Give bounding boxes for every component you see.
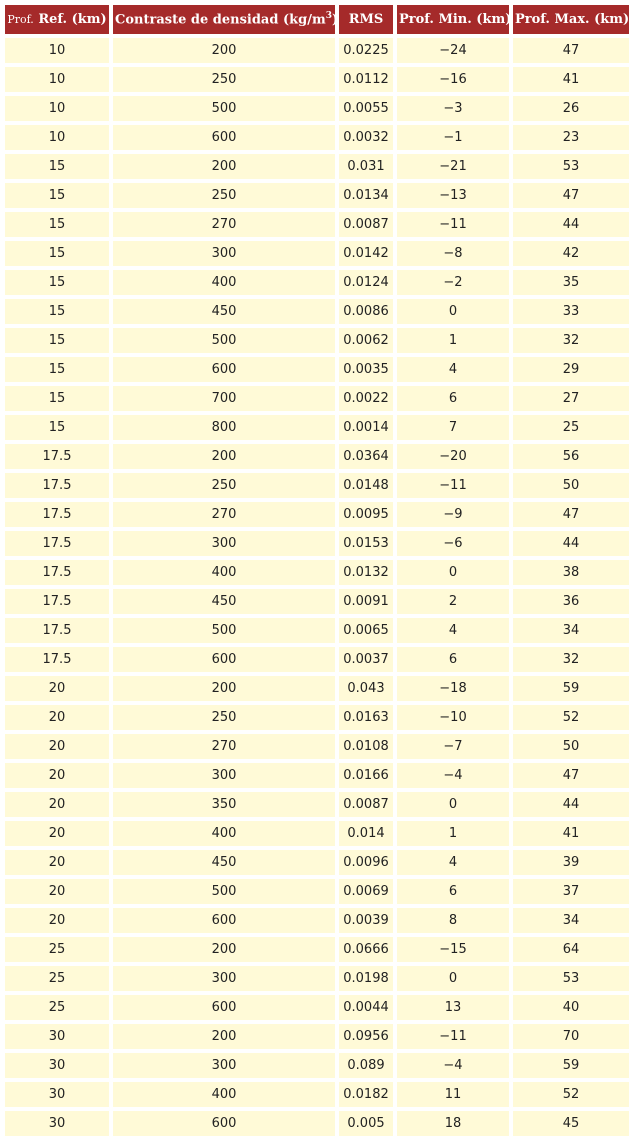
table-row bbox=[5, 618, 629, 643]
cell-max-depth: 42 bbox=[513, 241, 629, 266]
cell-max-depth: 50 bbox=[513, 473, 629, 498]
cell-max-depth: 38 bbox=[513, 560, 629, 585]
header-max-depth bbox=[513, 5, 629, 34]
cell-density-contrast: 300 bbox=[113, 1053, 335, 1078]
cell-density-contrast: 600 bbox=[113, 357, 335, 382]
cell-min-depth: −6 bbox=[397, 531, 509, 556]
table-row bbox=[5, 966, 629, 991]
table-row bbox=[5, 850, 629, 875]
cell-rms: 0.0069 bbox=[339, 879, 393, 904]
cell-ref-depth: 17.5 bbox=[5, 647, 109, 672]
cell-rms: 0.0091 bbox=[339, 589, 393, 614]
cell-rms: 0.0225 bbox=[339, 38, 393, 63]
cell-rms: 0.0044 bbox=[339, 995, 393, 1020]
cell-min-depth: 1 bbox=[397, 821, 509, 846]
cell-ref-depth: 20 bbox=[5, 908, 109, 933]
cell-rms: 0.0153 bbox=[339, 531, 393, 556]
cell-ref-depth: 15 bbox=[5, 328, 109, 353]
cell-min-depth: 0 bbox=[397, 560, 509, 585]
table-row bbox=[5, 473, 629, 498]
cell-ref-depth: 15 bbox=[5, 212, 109, 237]
cell-min-depth: 4 bbox=[397, 618, 509, 643]
cell-max-depth: 50 bbox=[513, 734, 629, 759]
data-table-container bbox=[5, 5, 629, 1140]
table-body bbox=[5, 38, 629, 1136]
cell-min-depth: −13 bbox=[397, 183, 509, 208]
cell-min-depth: 0 bbox=[397, 792, 509, 817]
table-header bbox=[5, 5, 629, 34]
cell-min-depth: 0 bbox=[397, 966, 509, 991]
header-rms-label: RMS bbox=[348, 12, 384, 27]
table-row bbox=[5, 154, 629, 179]
cell-density-contrast: 450 bbox=[113, 299, 335, 324]
cell-max-depth: 36 bbox=[513, 589, 629, 614]
cell-density-contrast: 500 bbox=[113, 328, 335, 353]
cell-density-contrast: 600 bbox=[113, 1111, 335, 1136]
cell-ref-depth: 17.5 bbox=[5, 618, 109, 643]
cell-ref-depth: 30 bbox=[5, 1024, 109, 1049]
cell-max-depth: 41 bbox=[513, 821, 629, 846]
cell-min-depth: −3 bbox=[397, 96, 509, 121]
cell-density-contrast: 250 bbox=[113, 473, 335, 498]
cell-density-contrast: 270 bbox=[113, 212, 335, 237]
cell-min-depth: −18 bbox=[397, 676, 509, 701]
cell-ref-depth: 17.5 bbox=[5, 560, 109, 585]
cell-density-contrast: 200 bbox=[113, 676, 335, 701]
cell-max-depth: 45 bbox=[513, 1111, 629, 1136]
cell-min-depth: −2 bbox=[397, 270, 509, 295]
cell-max-depth: 52 bbox=[513, 705, 629, 730]
cell-rms: 0.0112 bbox=[339, 67, 393, 92]
cell-max-depth: 44 bbox=[513, 531, 629, 556]
cell-ref-depth: 30 bbox=[5, 1082, 109, 1107]
cell-ref-depth: 15 bbox=[5, 299, 109, 324]
header-min-depth bbox=[397, 5, 512, 34]
cell-max-depth: 35 bbox=[513, 270, 629, 295]
table-row bbox=[5, 647, 629, 672]
cell-ref-depth: 15 bbox=[5, 154, 109, 179]
cell-rms: 0.0065 bbox=[339, 618, 393, 643]
cell-min-depth: −15 bbox=[397, 937, 509, 962]
cell-rms: 0.0062 bbox=[339, 328, 393, 353]
cell-max-depth: 40 bbox=[513, 995, 629, 1020]
cell-max-depth: 47 bbox=[513, 183, 629, 208]
cell-density-contrast: 250 bbox=[113, 183, 335, 208]
cell-rms: 0.0142 bbox=[339, 241, 393, 266]
cell-rms: 0.0124 bbox=[339, 270, 393, 295]
cell-rms: 0.0364 bbox=[339, 444, 393, 469]
cell-max-depth: 53 bbox=[513, 154, 629, 179]
table-row bbox=[5, 212, 629, 237]
table-row bbox=[5, 734, 629, 759]
density-contrast-table bbox=[1, 1, 633, 1140]
cell-max-depth: 23 bbox=[513, 125, 629, 150]
cell-min-depth: 18 bbox=[397, 1111, 509, 1136]
table-row bbox=[5, 357, 629, 382]
table-row bbox=[5, 763, 629, 788]
cell-min-depth: 6 bbox=[397, 879, 509, 904]
table-row bbox=[5, 937, 629, 962]
cell-rms: 0.005 bbox=[339, 1111, 393, 1136]
table-row bbox=[5, 299, 629, 324]
table-row bbox=[5, 270, 629, 295]
cell-ref-depth: 20 bbox=[5, 879, 109, 904]
cell-ref-depth: 20 bbox=[5, 705, 109, 730]
cell-min-depth: −7 bbox=[397, 734, 509, 759]
cell-density-contrast: 400 bbox=[113, 560, 335, 585]
cell-max-depth: 47 bbox=[513, 763, 629, 788]
cell-min-depth: 2 bbox=[397, 589, 509, 614]
cell-density-contrast: 800 bbox=[113, 415, 335, 440]
cell-density-contrast: 200 bbox=[113, 444, 335, 469]
table-row bbox=[5, 676, 629, 701]
table-row bbox=[5, 1082, 629, 1107]
header-ref-depth-prefix: Prof. bbox=[7, 13, 34, 26]
table-row bbox=[5, 531, 629, 556]
cell-rms: 0.0182 bbox=[339, 1082, 393, 1107]
cell-min-depth: −10 bbox=[397, 705, 509, 730]
table-row bbox=[5, 444, 629, 469]
cell-min-depth: −21 bbox=[397, 154, 509, 179]
cell-ref-depth: 10 bbox=[5, 38, 109, 63]
cell-min-depth: 13 bbox=[397, 995, 509, 1020]
cell-rms: 0.014 bbox=[339, 821, 393, 846]
cell-density-contrast: 600 bbox=[113, 647, 335, 672]
cell-max-depth: 25 bbox=[513, 415, 629, 440]
cell-rms: 0.0086 bbox=[339, 299, 393, 324]
table-row bbox=[5, 1024, 629, 1049]
cell-rms: 0.0032 bbox=[339, 125, 393, 150]
cell-density-contrast: 500 bbox=[113, 879, 335, 904]
cell-rms: 0.0148 bbox=[339, 473, 393, 498]
cell-ref-depth: 20 bbox=[5, 763, 109, 788]
cell-density-contrast: 200 bbox=[113, 937, 335, 962]
cell-rms: 0.0035 bbox=[339, 357, 393, 382]
cell-ref-depth: 30 bbox=[5, 1111, 109, 1136]
table-row bbox=[5, 821, 629, 846]
cell-rms: 0.0163 bbox=[339, 705, 393, 730]
cell-density-contrast: 450 bbox=[113, 850, 335, 875]
header-density-contrast-exponent: 3 bbox=[325, 11, 332, 22]
cell-min-depth: 7 bbox=[397, 415, 509, 440]
cell-rms: 0.0166 bbox=[339, 763, 393, 788]
cell-density-contrast: 500 bbox=[113, 96, 335, 121]
cell-max-depth: 29 bbox=[513, 357, 629, 382]
cell-rms: 0.0037 bbox=[339, 647, 393, 672]
cell-ref-depth: 17.5 bbox=[5, 531, 109, 556]
cell-density-contrast: 400 bbox=[113, 270, 335, 295]
cell-density-contrast: 300 bbox=[113, 763, 335, 788]
header-ref-depth bbox=[5, 5, 109, 34]
cell-max-depth: 59 bbox=[513, 676, 629, 701]
cell-max-depth: 59 bbox=[513, 1053, 629, 1078]
cell-max-depth: 56 bbox=[513, 444, 629, 469]
cell-min-depth: −9 bbox=[397, 502, 509, 527]
cell-density-contrast: 400 bbox=[113, 1082, 335, 1107]
cell-density-contrast: 600 bbox=[113, 125, 335, 150]
table-row bbox=[5, 415, 629, 440]
table-row bbox=[5, 1111, 629, 1136]
cell-min-depth: −16 bbox=[397, 67, 509, 92]
cell-rms: 0.0095 bbox=[339, 502, 393, 527]
cell-ref-depth: 20 bbox=[5, 821, 109, 846]
cell-max-depth: 70 bbox=[513, 1024, 629, 1049]
cell-density-contrast: 300 bbox=[113, 966, 335, 991]
table-row bbox=[5, 183, 629, 208]
cell-min-depth: 4 bbox=[397, 850, 509, 875]
cell-max-depth: 47 bbox=[513, 502, 629, 527]
cell-rms: 0.0096 bbox=[339, 850, 393, 875]
table-row bbox=[5, 502, 629, 527]
cell-max-depth: 34 bbox=[513, 908, 629, 933]
table-row bbox=[5, 125, 629, 150]
cell-max-depth: 32 bbox=[513, 328, 629, 353]
cell-rms: 0.0134 bbox=[339, 183, 393, 208]
cell-min-depth: −4 bbox=[397, 763, 509, 788]
cell-rms: 0.0132 bbox=[339, 560, 393, 585]
table-row bbox=[5, 38, 629, 63]
cell-density-contrast: 200 bbox=[113, 38, 335, 63]
table-row bbox=[5, 96, 629, 121]
cell-min-depth: −4 bbox=[397, 1053, 509, 1078]
cell-min-depth: 8 bbox=[397, 908, 509, 933]
cell-min-depth: −20 bbox=[397, 444, 509, 469]
cell-ref-depth: 15 bbox=[5, 357, 109, 382]
cell-min-depth: −24 bbox=[397, 38, 509, 63]
table-row bbox=[5, 386, 629, 411]
cell-density-contrast: 200 bbox=[113, 1024, 335, 1049]
table-row bbox=[5, 1053, 629, 1078]
cell-ref-depth: 17.5 bbox=[5, 444, 109, 469]
cell-ref-depth: 20 bbox=[5, 792, 109, 817]
header-min-depth-label: Prof. Min. (km) bbox=[399, 12, 512, 27]
cell-ref-depth: 30 bbox=[5, 1053, 109, 1078]
table-row bbox=[5, 67, 629, 92]
cell-max-depth: 27 bbox=[513, 386, 629, 411]
cell-density-contrast: 600 bbox=[113, 995, 335, 1020]
header-ref-depth-label: Ref. (km) bbox=[38, 12, 107, 27]
cell-ref-depth: 20 bbox=[5, 734, 109, 759]
header-density-contrast-label: Contraste de densidad (kg/m bbox=[115, 12, 326, 28]
cell-ref-depth: 25 bbox=[5, 995, 109, 1020]
cell-rms: 0.0956 bbox=[339, 1024, 393, 1049]
cell-max-depth: 26 bbox=[513, 96, 629, 121]
cell-rms: 0.0022 bbox=[339, 386, 393, 411]
cell-ref-depth: 10 bbox=[5, 125, 109, 150]
cell-ref-depth: 17.5 bbox=[5, 502, 109, 527]
cell-rms: 0.031 bbox=[339, 154, 393, 179]
cell-ref-depth: 15 bbox=[5, 386, 109, 411]
table-row bbox=[5, 560, 629, 585]
cell-density-contrast: 600 bbox=[113, 908, 335, 933]
cell-min-depth: −8 bbox=[397, 241, 509, 266]
cell-rms: 0.089 bbox=[339, 1053, 393, 1078]
table-row bbox=[5, 908, 629, 933]
table-row bbox=[5, 792, 629, 817]
table-row bbox=[5, 705, 629, 730]
cell-max-depth: 33 bbox=[513, 299, 629, 324]
cell-density-contrast: 700 bbox=[113, 386, 335, 411]
table-row bbox=[5, 995, 629, 1020]
cell-density-contrast: 300 bbox=[113, 241, 335, 266]
cell-rms: 0.0198 bbox=[339, 966, 393, 991]
cell-min-depth: −11 bbox=[397, 473, 509, 498]
table-row bbox=[5, 241, 629, 266]
cell-rms: 0.0039 bbox=[339, 908, 393, 933]
cell-max-depth: 44 bbox=[513, 792, 629, 817]
cell-max-depth: 53 bbox=[513, 966, 629, 991]
cell-rms: 0.0087 bbox=[339, 212, 393, 237]
cell-max-depth: 47 bbox=[513, 38, 629, 63]
cell-density-contrast: 200 bbox=[113, 154, 335, 179]
header-density-contrast bbox=[113, 5, 339, 34]
table-row bbox=[5, 328, 629, 353]
cell-density-contrast: 300 bbox=[113, 531, 335, 556]
cell-min-depth: 1 bbox=[397, 328, 509, 353]
header-rms bbox=[339, 5, 393, 34]
cell-ref-depth: 20 bbox=[5, 850, 109, 875]
cell-min-depth: 4 bbox=[397, 357, 509, 382]
cell-ref-depth: 20 bbox=[5, 676, 109, 701]
cell-max-depth: 64 bbox=[513, 937, 629, 962]
table-row bbox=[5, 589, 629, 614]
cell-ref-depth: 17.5 bbox=[5, 589, 109, 614]
cell-density-contrast: 350 bbox=[113, 792, 335, 817]
cell-ref-depth: 25 bbox=[5, 937, 109, 962]
header-row bbox=[5, 5, 629, 34]
cell-max-depth: 32 bbox=[513, 647, 629, 672]
cell-min-depth: 11 bbox=[397, 1082, 509, 1107]
cell-min-depth: 6 bbox=[397, 386, 509, 411]
cell-ref-depth: 17.5 bbox=[5, 473, 109, 498]
cell-min-depth: −11 bbox=[397, 212, 509, 237]
cell-rms: 0.0087 bbox=[339, 792, 393, 817]
cell-max-depth: 34 bbox=[513, 618, 629, 643]
cell-max-depth: 39 bbox=[513, 850, 629, 875]
cell-ref-depth: 15 bbox=[5, 415, 109, 440]
cell-density-contrast: 250 bbox=[113, 705, 335, 730]
header-max-depth-label: Prof. Max. (km) bbox=[515, 12, 630, 27]
cell-ref-depth: 15 bbox=[5, 241, 109, 266]
cell-min-depth: 6 bbox=[397, 647, 509, 672]
cell-density-contrast: 270 bbox=[113, 502, 335, 527]
cell-rms: 0.0014 bbox=[339, 415, 393, 440]
cell-rms: 0.0055 bbox=[339, 96, 393, 121]
cell-ref-depth: 10 bbox=[5, 96, 109, 121]
header-density-contrast-tail: ) bbox=[331, 12, 339, 28]
cell-rms: 0.0666 bbox=[339, 937, 393, 962]
cell-ref-depth: 25 bbox=[5, 966, 109, 991]
cell-density-contrast: 270 bbox=[113, 734, 335, 759]
cell-density-contrast: 250 bbox=[113, 67, 335, 92]
cell-density-contrast: 400 bbox=[113, 821, 335, 846]
cell-max-depth: 37 bbox=[513, 879, 629, 904]
cell-min-depth: −1 bbox=[397, 125, 509, 150]
cell-max-depth: 52 bbox=[513, 1082, 629, 1107]
cell-density-contrast: 500 bbox=[113, 618, 335, 643]
cell-ref-depth: 10 bbox=[5, 67, 109, 92]
cell-rms: 0.043 bbox=[339, 676, 393, 701]
cell-min-depth: 0 bbox=[397, 299, 509, 324]
cell-max-depth: 44 bbox=[513, 212, 629, 237]
cell-density-contrast: 450 bbox=[113, 589, 335, 614]
cell-rms: 0.0108 bbox=[339, 734, 393, 759]
table-row bbox=[5, 879, 629, 904]
cell-ref-depth: 15 bbox=[5, 270, 109, 295]
cell-min-depth: −11 bbox=[397, 1024, 509, 1049]
cell-ref-depth: 15 bbox=[5, 183, 109, 208]
cell-max-depth: 41 bbox=[513, 67, 629, 92]
